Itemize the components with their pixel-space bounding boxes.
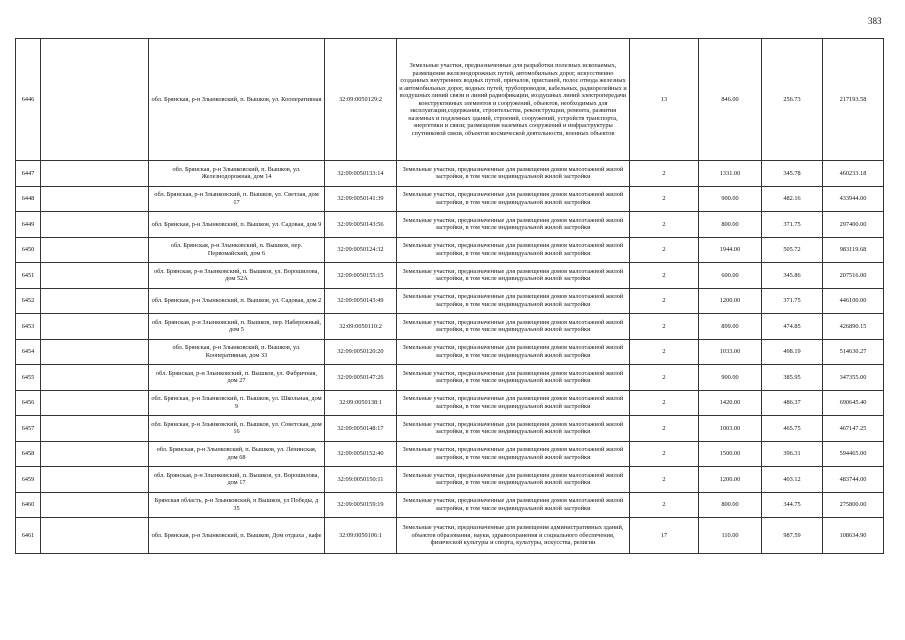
area-cell: 900.00 <box>699 365 762 391</box>
area-cell: 899.00 <box>699 314 762 340</box>
total-value-cell: 514630.27 <box>823 339 884 365</box>
empty-cell <box>41 161 149 187</box>
category-cell: 2 <box>630 288 699 314</box>
unit-value-cell: 345.78 <box>762 161 823 187</box>
address-cell: обл. Брянская, р-н Злынковский, п. Вышков, пер. Первомайский, дом 6 <box>149 237 325 263</box>
category-cell: 2 <box>630 339 699 365</box>
land-use-cell: Земельные участки, предназначенные для размещения домов малоэтажной жилой застройки, в том числе индивидуальной жилой застройки <box>397 365 630 391</box>
empty-cell <box>41 518 149 554</box>
cadastral-number-cell: 32:09:0050129:2 <box>325 39 397 161</box>
unit-value-cell: 465.75 <box>762 416 823 442</box>
table-row <box>16 416 884 442</box>
row-number-cell: 6458 <box>16 441 41 467</box>
empty-cell <box>41 186 149 212</box>
table-body <box>16 39 884 554</box>
total-value-cell: 207516.00 <box>823 263 884 289</box>
table-row <box>16 161 884 187</box>
land-use-cell: Земельные участки, предназначенные для размещения домов малоэтажной жилой застройки, в том числе индивидуальной жилой застройки <box>397 339 630 365</box>
address-cell: обл. Брянская, р-н Злынковский, п. Вышков, ул. Светлая, дом 17 <box>149 186 325 212</box>
row-number-cell: 6446 <box>16 39 41 161</box>
cadastral-number-cell: 32:09:0050143:49 <box>325 288 397 314</box>
category-cell: 2 <box>630 237 699 263</box>
land-use-cell: Земельные участки, предназначенные для размещения административных зданий, объектов образования, науки, здравоохранения и социального обеспечения, физической культуры и спорта, культуры, искусства, религии <box>397 518 630 554</box>
page-number: 383 <box>868 16 882 26</box>
row-number-cell: 6456 <box>16 390 41 416</box>
land-use-cell: Земельные участки, предназначенные для размещения домов малоэтажной жилой застройки, в том числе индивидуальной жилой застройки <box>397 263 630 289</box>
area-cell: 900.00 <box>699 186 762 212</box>
category-cell: 2 <box>630 212 699 238</box>
table-row <box>16 212 884 238</box>
area-cell: 1200.00 <box>699 288 762 314</box>
address-cell: обл. Брянская, р-н Злынковский, п. Вышков, ул. Фабричная, дом 27 <box>149 365 325 391</box>
land-use-cell: Земельные участки, предназначенные для размещения домов малоэтажной жилой застройки, в том числе индивидуальной жилой застройки <box>397 237 630 263</box>
cadastral-number-cell: 32:09:0050124:32 <box>325 237 397 263</box>
unit-value-cell: 987.59 <box>762 518 823 554</box>
category-cell: 2 <box>630 263 699 289</box>
empty-cell <box>41 237 149 263</box>
unit-value-cell: 403.12 <box>762 467 823 493</box>
total-value-cell: 983119.68 <box>823 237 884 263</box>
empty-cell <box>41 441 149 467</box>
land-registry-table <box>15 38 884 554</box>
empty-cell <box>41 365 149 391</box>
unit-value-cell: 371.75 <box>762 212 823 238</box>
row-number-cell: 6454 <box>16 339 41 365</box>
unit-value-cell: 344.75 <box>762 492 823 518</box>
address-cell: обл. Брянская, р-н Злынковский, п. Вышков, ул. Советская, дом 16 <box>149 416 325 442</box>
unit-value-cell: 256.73 <box>762 39 823 161</box>
area-cell: 1033.00 <box>699 339 762 365</box>
empty-cell <box>41 492 149 518</box>
address-cell: обл. Брянская, р-н Злынковский, п. Вышков, ул. Кооперативная, дом 33 <box>149 339 325 365</box>
table-row <box>16 441 884 467</box>
unit-value-cell: 345.86 <box>762 263 823 289</box>
cadastral-number-cell: 32:09:0050150:11 <box>325 467 397 493</box>
land-use-cell: Земельные участки, предназначенные для размещения домов малоэтажной жилой застройки, в том числе индивидуальной жилой застройки <box>397 441 630 467</box>
row-number-cell: 6450 <box>16 237 41 263</box>
area-cell: 1331.00 <box>699 161 762 187</box>
cadastral-number-cell: 32:09:0050147:26 <box>325 365 397 391</box>
cadastral-number-cell: 32:09:0050120:20 <box>325 339 397 365</box>
address-cell: обл. Брянская, р-н Злынковский, п. Вышков, ул. Ворошилова, дом 52А <box>149 263 325 289</box>
total-value-cell: 433944.00 <box>823 186 884 212</box>
category-cell: 2 <box>630 416 699 442</box>
category-cell: 13 <box>630 39 699 161</box>
unit-value-cell: 474.85 <box>762 314 823 340</box>
cadastral-number-cell: 32:09:0050159:19 <box>325 492 397 518</box>
empty-cell <box>41 390 149 416</box>
table-row <box>16 390 884 416</box>
area-cell: 800.00 <box>699 492 762 518</box>
unit-value-cell: 498.19 <box>762 339 823 365</box>
category-cell: 2 <box>630 467 699 493</box>
row-number-cell: 6459 <box>16 467 41 493</box>
row-number-cell: 6460 <box>16 492 41 518</box>
empty-cell <box>41 339 149 365</box>
total-value-cell: 275800.00 <box>823 492 884 518</box>
address-cell: Брянская область, р-н Злынковский, п Вышков, ул Победы, д 35 <box>149 492 325 518</box>
area-cell: 800.00 <box>699 212 762 238</box>
cadastral-number-cell: 32:09:0050138:1 <box>325 390 397 416</box>
empty-cell <box>41 212 149 238</box>
row-number-cell: 6457 <box>16 416 41 442</box>
land-use-cell: Земельные участки, предназначенные для размещения домов малоэтажной жилой застройки, в том числе индивидуальной жилой застройки <box>397 288 630 314</box>
address-cell: обл. Брянская, р-н Злынковский, п. Вышков, Дом отдыха , кафе <box>149 518 325 554</box>
table-row <box>16 263 884 289</box>
cadastral-number-cell: 32:09:0050106:1 <box>325 518 397 554</box>
address-cell: обл. Брянская, р-н Злынковский, п. Вышков, ул. Садовая, дом 2 <box>149 288 325 314</box>
row-number-cell: 6447 <box>16 161 41 187</box>
category-cell: 2 <box>630 186 699 212</box>
category-cell: 17 <box>630 518 699 554</box>
table-row <box>16 314 884 340</box>
cadastral-number-cell: 32:09:0050152:40 <box>325 441 397 467</box>
land-use-cell: Земельные участки, предназначенные для размещения домов малоэтажной жилой застройки, в том числе индивидуальной жилой застройки <box>397 416 630 442</box>
table-row <box>16 186 884 212</box>
cadastral-number-cell: 32:09:0050155:15 <box>325 263 397 289</box>
total-value-cell: 690645.40 <box>823 390 884 416</box>
cadastral-number-cell: 32:09:0050110:2 <box>325 314 397 340</box>
area-cell: 110.00 <box>699 518 762 554</box>
area-cell: 1200.00 <box>699 467 762 493</box>
total-value-cell: 467147.25 <box>823 416 884 442</box>
category-cell: 2 <box>630 492 699 518</box>
total-value-cell: 297400.00 <box>823 212 884 238</box>
category-cell: 2 <box>630 390 699 416</box>
address-cell: обл. Брянская, р-н Злынковский, п. Вышков, пер. Набережный, дом 5 <box>149 314 325 340</box>
land-use-cell: Земельные участки, предназначенные для размещения домов малоэтажной жилой застройки, в том числе индивидуальной жилой застройки <box>397 161 630 187</box>
land-use-cell: Земельные участки, предназначенные для размещения домов малоэтажной жилой застройки, в том числе индивидуальной жилой застройки <box>397 314 630 340</box>
row-number-cell: 6452 <box>16 288 41 314</box>
empty-cell <box>41 263 149 289</box>
area-cell: 1500.00 <box>699 441 762 467</box>
empty-cell <box>41 314 149 340</box>
cadastral-number-cell: 32:09:0050148:17 <box>325 416 397 442</box>
address-cell: обл. Брянская, р-н Злынковский, п. Вышков, ул. Ворошилова, дом 17 <box>149 467 325 493</box>
total-value-cell: 594465.00 <box>823 441 884 467</box>
row-number-cell: 6461 <box>16 518 41 554</box>
table-row <box>16 339 884 365</box>
table-row <box>16 467 884 493</box>
total-value-cell: 217193.58 <box>823 39 884 161</box>
table-row <box>16 518 884 554</box>
table-row <box>16 39 884 161</box>
total-value-cell: 347355.00 <box>823 365 884 391</box>
land-use-cell: Земельные участки, предназначенные для размещения домов малоэтажной жилой застройки, в том числе индивидуальной жилой застройки <box>397 186 630 212</box>
area-cell: 1420.00 <box>699 390 762 416</box>
table-row <box>16 288 884 314</box>
row-number-cell: 6449 <box>16 212 41 238</box>
address-cell: обл. Брянская, р-н Злынковский, п. Вышков, ул. Железнодорожная, дом 14 <box>149 161 325 187</box>
area-cell: 1944.00 <box>699 237 762 263</box>
area-cell: 846.00 <box>699 39 762 161</box>
land-use-cell: Земельные участки, предназначенные для размещения домов малоэтажной жилой застройки, в том числе индивидуальной жилой застройки <box>397 492 630 518</box>
cadastral-number-cell: 32:09:0050143:56 <box>325 212 397 238</box>
row-number-cell: 6455 <box>16 365 41 391</box>
cadastral-number-cell: 32:09:0050133:14 <box>325 161 397 187</box>
empty-cell <box>41 467 149 493</box>
row-number-cell: 6453 <box>16 314 41 340</box>
table-row <box>16 237 884 263</box>
category-cell: 2 <box>630 365 699 391</box>
total-value-cell: 446100.00 <box>823 288 884 314</box>
area-cell: 1003.00 <box>699 416 762 442</box>
unit-value-cell: 396.31 <box>762 441 823 467</box>
total-value-cell: 108634.90 <box>823 518 884 554</box>
total-value-cell: 426890.15 <box>823 314 884 340</box>
address-cell: обл. Брянская, р-н Злынковский, п. Вышков, ул. Кооперативная <box>149 39 325 161</box>
land-use-cell: Земельные участки, предназначенные для разработки полезных ископаемых, размещения железнодорожных путей, автомобильных дорог, искусственно созданных внутренних водных путей, причалов, пристаней, полос отвода железных и автомобильных дорог, водных путей, трубопроводов, кабельных, радиорелейных и воздушных линий связи и линий радиофикации, воздушных линий электропередачи конструктивных элементов и сооружений, объектов, необходимых для эксплуатации,содержания, строительства, реконструкции, ремонта, развития наземных и подземных зданий, строений, сооружений, устройств транспорта, энергетики и связи; размещения наземных сооружений и инфраструктуры спутниковой связи, объектов космической деятельности, военных объектов <box>397 39 630 161</box>
table-row <box>16 365 884 391</box>
category-cell: 2 <box>630 314 699 340</box>
category-cell: 2 <box>630 441 699 467</box>
empty-cell <box>41 288 149 314</box>
cadastral-number-cell: 32:09:0050141:39 <box>325 186 397 212</box>
land-use-cell: Земельные участки, предназначенные для размещения домов малоэтажной жилой застройки, в том числе индивидуальной жилой застройки <box>397 467 630 493</box>
row-number-cell: 6451 <box>16 263 41 289</box>
table-row <box>16 492 884 518</box>
area-cell: 600.00 <box>699 263 762 289</box>
unit-value-cell: 482.16 <box>762 186 823 212</box>
land-use-cell: Земельные участки, предназначенные для размещения домов малоэтажной жилой застройки, в том числе индивидуальной жилой застройки <box>397 212 630 238</box>
total-value-cell: 460233.18 <box>823 161 884 187</box>
unit-value-cell: 505.72 <box>762 237 823 263</box>
row-number-cell: 6448 <box>16 186 41 212</box>
empty-cell <box>41 416 149 442</box>
address-cell: обл. Брянская, р-н Злынковский, п. Вышков, ул. Школьная, дом 9 <box>149 390 325 416</box>
category-cell: 2 <box>630 161 699 187</box>
unit-value-cell: 385.95 <box>762 365 823 391</box>
total-value-cell: 483744.00 <box>823 467 884 493</box>
unit-value-cell: 371.75 <box>762 288 823 314</box>
address-cell: обл. Брянская, р-н Злынковский, п. Вышков, ул. Ленинская, дом 68 <box>149 441 325 467</box>
empty-cell <box>41 39 149 161</box>
land-use-cell: Земельные участки, предназначенные для размещения домов малоэтажной жилой застройки, в том числе индивидуальной жилой застройки <box>397 390 630 416</box>
address-cell: обл. Брянская, р-н Злынковский, п. Вышков, ул. Садовая, дом 9 <box>149 212 325 238</box>
unit-value-cell: 486.37 <box>762 390 823 416</box>
